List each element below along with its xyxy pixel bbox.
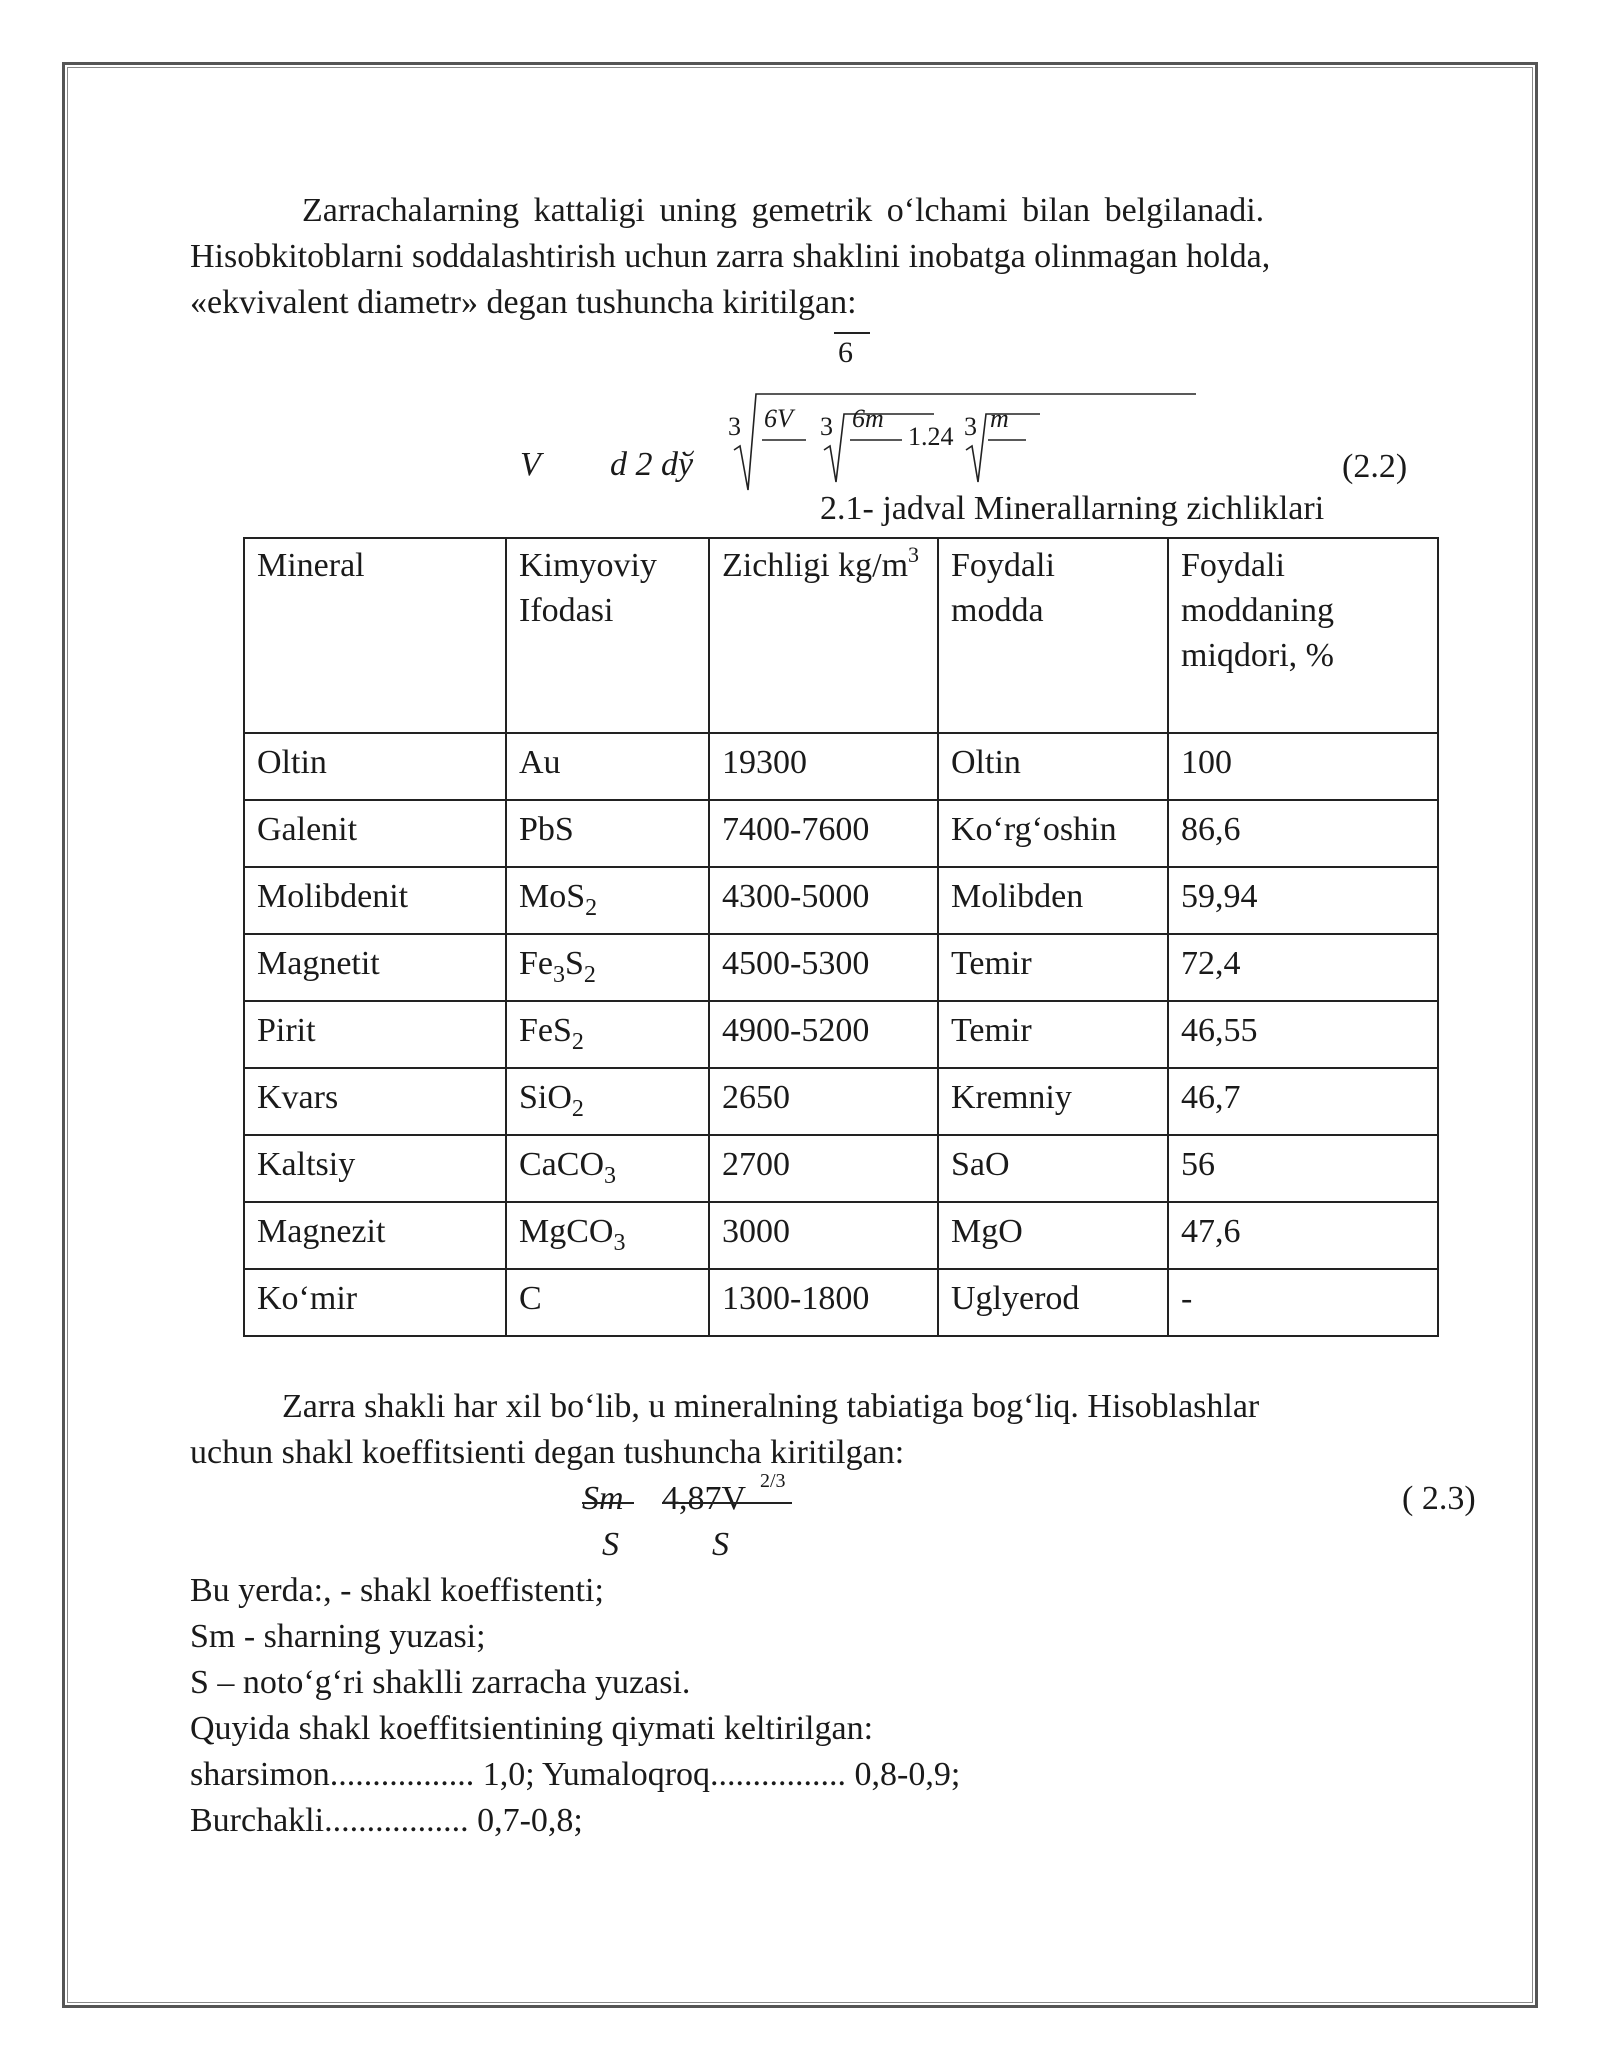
formula-root-index-1: 3	[728, 412, 741, 441]
cell-percent: 56	[1168, 1135, 1438, 1202]
definition-line-2: Sm - sharning yuzasi;	[190, 1618, 486, 1655]
formula-2-2	[520, 390, 1420, 500]
cell-formula: SiO$_2$	[506, 1068, 709, 1135]
cell-density: 4500-5300	[709, 934, 938, 1001]
shape-paragraph	[190, 1384, 1259, 1476]
cell-density: 19300	[709, 733, 938, 800]
cell-mineral: Pirit	[244, 1001, 506, 1068]
header-chemical-formula: Kimyoviy Ifodasi	[506, 538, 709, 733]
formula-sm: Sm	[582, 1480, 624, 1517]
cell-formula: PbS	[506, 800, 709, 867]
cell-mineral: Magnezit	[244, 1202, 506, 1269]
table-row	[244, 1001, 1438, 1068]
formula-frac3-num: m	[990, 404, 1009, 433]
table-row	[244, 1269, 1438, 1336]
header-density: Zichligi $kg/m^3$	[709, 538, 938, 733]
cell-useful-substance: Temir	[938, 934, 1168, 1001]
formula-radicals	[726, 390, 1246, 500]
formula-frac2-num: 6m	[852, 404, 884, 433]
cell-formula: FeS$_2$	[506, 1001, 709, 1068]
cell-formula: $Fe_3S_2$	[506, 934, 709, 1001]
cell-formula: Au	[506, 733, 709, 800]
shape-line-1: Zarra shakli har xil bo‘lib, u mineralning tabiatiga bog‘liq. Hisoblashlar	[282, 1388, 1260, 1425]
table-row	[244, 733, 1438, 800]
cell-percent: 72,4	[1168, 934, 1438, 1001]
equation-number-2-3: ( 2.3)	[1402, 1480, 1476, 1517]
cell-percent: 59,94	[1168, 867, 1438, 934]
cell-density: 3000	[709, 1202, 938, 1269]
cell-formula: CaCO$_3$	[506, 1135, 709, 1202]
cell-formula: MgCO$_3$	[506, 1202, 709, 1269]
cell-mineral: Kvars	[244, 1068, 506, 1135]
cell-mineral: Ko‘mir	[244, 1269, 506, 1336]
shape-line-2: uchun shakl koeffitsienti degan tushuncha kiritilgan:	[190, 1434, 905, 1471]
formula-2-2-top	[838, 336, 853, 370]
table-row	[244, 800, 1438, 867]
formula-frac1-num: 6V	[764, 404, 793, 433]
definition-line-1: Bu yerda:, - shakl koeffistenti;	[190, 1572, 604, 1609]
table-row	[244, 934, 1438, 1001]
definition-line-3: S – noto‘g‘ri shaklli zarracha yuzasi.	[190, 1664, 691, 1701]
cell-density: 2700	[709, 1135, 938, 1202]
definition-line-4: Quyida shakl koeffitsientining qiymati keltirilgan:	[190, 1710, 874, 1747]
formula-root-index-2: 3	[820, 412, 833, 441]
cell-mineral: Magnetit	[244, 934, 506, 1001]
formula-root-index-3: 3	[964, 412, 977, 441]
formula-coef-v: 4,87V	[662, 1480, 747, 1517]
table-header-row	[244, 538, 1438, 733]
formula-den-1: S	[602, 1526, 619, 1563]
intro-line-3: «ekvivalent diametr» degan tushuncha kiritilgan:	[190, 284, 857, 321]
minerals-table	[243, 537, 1439, 1337]
formula-lhs-v: V	[520, 446, 541, 483]
cell-useful-substance: Temir	[938, 1001, 1168, 1068]
definitions-block	[190, 1568, 960, 1844]
cell-density: 7400-7600	[709, 800, 938, 867]
cell-formula: C	[506, 1269, 709, 1336]
cell-useful-substance: Ko‘rg‘oshin	[938, 800, 1168, 867]
definition-line-6: Burchakli................. 0,7-0,8;	[190, 1802, 583, 1839]
formula-top-six: 6	[838, 336, 853, 369]
table-row	[244, 867, 1438, 934]
cell-percent: 86,6	[1168, 800, 1438, 867]
cell-useful-substance: Uglyerod	[938, 1269, 1168, 1336]
cell-useful-substance: MgO	[938, 1202, 1168, 1269]
intro-paragraph	[190, 188, 1270, 326]
cell-percent: 47,6	[1168, 1202, 1438, 1269]
cell-useful-substance: Molibden	[938, 867, 1168, 934]
table-row	[244, 1068, 1438, 1135]
header-useful-substance: Foydali modda	[938, 538, 1168, 733]
cell-useful-substance: SaO	[938, 1135, 1168, 1202]
cell-density: 4300-5000	[709, 867, 938, 934]
cell-useful-substance: Oltin	[938, 733, 1168, 800]
cell-percent: 46,55	[1168, 1001, 1438, 1068]
header-mineral: Mineral	[244, 538, 506, 733]
table-caption: 2.1- jadval Minerallarning zichliklari	[820, 490, 1325, 527]
table-row	[244, 1135, 1438, 1202]
cell-mineral: Kaltsiy	[244, 1135, 506, 1202]
cell-percent: 100	[1168, 733, 1438, 800]
formula-den-2: S	[712, 1526, 729, 1563]
equation-number-2-2: (2.2)	[1342, 448, 1408, 485]
cell-formula: MoS$_2$	[506, 867, 709, 934]
intro-line-1: Zarrachalarning kattaligi uning gemetrik o‘lchami bilan belgilanadi.	[302, 192, 1265, 229]
cell-density: 1300-1800	[709, 1269, 938, 1336]
cell-density: 4900-5200	[709, 1001, 938, 1068]
density-unit-exponent: 3	[908, 542, 920, 567]
cell-mineral: Galenit	[244, 800, 506, 867]
header-useful-percent: Foydali moddaning miqdori, %	[1168, 538, 1438, 733]
definition-line-5: sharsimon................. 1,0; Yumaloqroq................ 0,8-0,9;	[190, 1756, 961, 1793]
cell-percent: -	[1168, 1269, 1438, 1336]
cell-useful-substance: Kremniy	[938, 1068, 1168, 1135]
cell-density: 2650	[709, 1068, 938, 1135]
intro-line-2: Hisobkitoblarni soddalashtirish uchun zarra shaklini inobatga olinmagan holda,	[190, 238, 1271, 275]
formula-coefficient: 1.24	[908, 422, 954, 451]
formula-exponent: 2/3	[760, 1470, 786, 1492]
cell-mineral: Oltin	[244, 733, 506, 800]
cell-mineral: Molibdenit	[244, 867, 506, 934]
table-row	[244, 1202, 1438, 1269]
formula-lhs-d: d 2 dў	[610, 446, 694, 483]
cell-percent: 46,7	[1168, 1068, 1438, 1135]
